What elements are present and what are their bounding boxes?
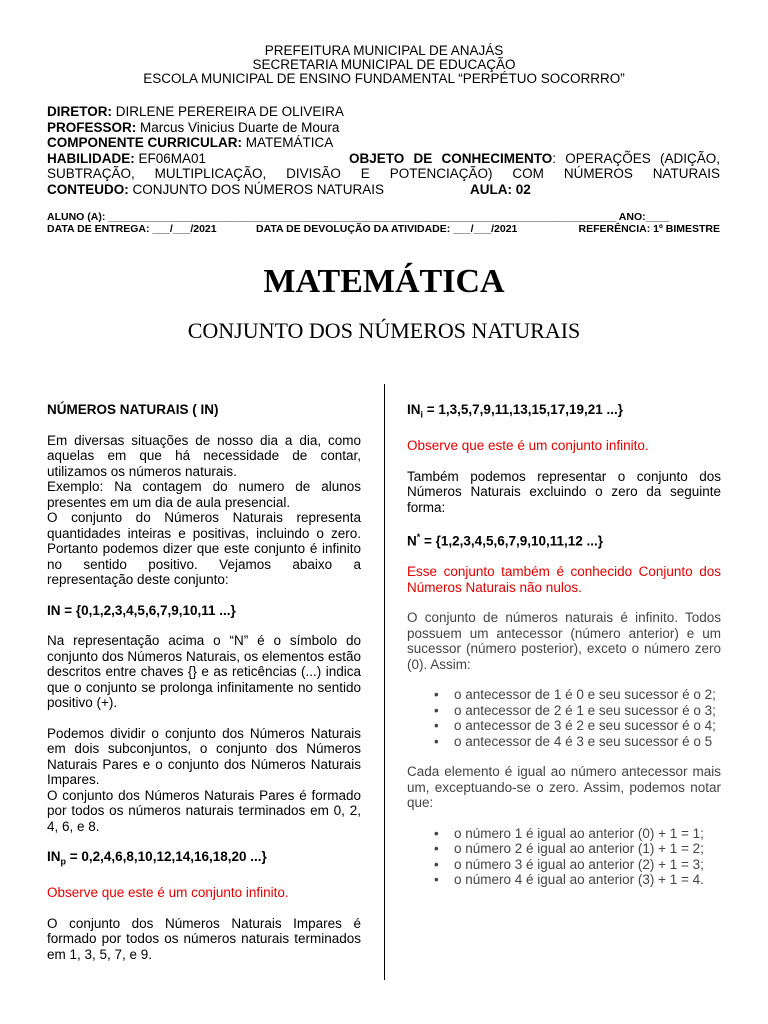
skill-value: EF06MA01 [138, 150, 207, 166]
director-value: DIRLENE PEREREIRA DE OLIVEIRA [115, 104, 344, 119]
paragraph-example: Exemplo: Na contagem do numero de alunos presentes em um dia de aula presencial. [47, 479, 361, 510]
component-value: MATEMÁTICA [245, 135, 334, 150]
paragraph-successor: O conjunto de números naturais é infinito. Todos possuem um antecessor (número anterior) e um sucessor (número posterior), exceto o número zero (0). Assim: [407, 610, 721, 672]
set-odd-sub: i [420, 409, 424, 420]
paragraph-odd: O conjunto dos Números Naturais Impares é formado por todos os números naturais terminados em 1, 3, 5, 7, e 9. [47, 915, 361, 962]
object-value-2: SUBTRAÇÃO, MULTIPLICAÇÃO, DIVISÃO E POTENCIAÇÃO) COM NÚMEROS NATURAIS [47, 166, 720, 181]
list-item: • o número 3 é igual ao anterior (2) + 1 = 3; [454, 857, 721, 873]
set-even-value: = 0,2,4,6,8,10,12,14,16,18,20 ...} [66, 849, 267, 864]
set-nstar-label: N [407, 533, 417, 549]
professor-label: PROFESSOR: [47, 119, 137, 135]
set-even [47, 849, 361, 870]
section-heading: NÚMEROS NATURAIS ( IN) [47, 402, 219, 417]
set-even-sub: p [60, 856, 66, 867]
list-item: • o antecessor de 3 é 2 e seu sucessor é o 4; [454, 718, 721, 734]
dates-line [47, 223, 720, 236]
student-line: ALUNO (A): _______________________________________________________________________________________ ANO:____ [47, 211, 669, 223]
return-date: DATA DE DEVOLUÇÃO DA ATIVIDADE: ___/___/2021 [256, 223, 518, 235]
set-in: IN = {0,1,2,3,4,5,6,7,9,10,11 ...} [47, 602, 236, 618]
reference: REFERÊNCIA: 1º BIMESTRE [578, 223, 720, 235]
page-title: MATEMÁTICA [263, 263, 505, 300]
plus-one-list [407, 826, 721, 888]
right-column [407, 402, 721, 888]
object-first-line [349, 151, 720, 167]
paragraph-even: O conjunto dos Números Naturais Pares é formado por todos os números naturais terminados em 0, 2, 4, 6, e 8. [47, 787, 361, 834]
set-nstar-value: = {1,2,3,4,5,6,7,9,10,11,12 ...} [420, 533, 604, 549]
paragraph-nonzero: Também podemos representar o conjunto dos Números Naturais excluindo o zero da seguinte forma: [407, 468, 721, 515]
content-value: CONJUNTO DOS NÚMEROS NATURAIS [132, 181, 385, 197]
list-item: • o número 1 é igual ao anterior (0) + 1 = 1; [454, 826, 721, 842]
content-row [47, 182, 720, 198]
professor-value: Marcus Vinicius Duarte de Moura [140, 119, 340, 135]
paragraph-plus-one: Cada elemento é igual ao número antecessor mais um, exceptuando-se o zero. Assim, podemos notar que: [407, 764, 721, 811]
set-even-label: IN [47, 849, 61, 864]
list-item: • o número 4 é igual ao anterior (3) + 1 = 4. [454, 872, 721, 888]
object-value-1: : OPERAÇÕES (ADIÇÃO, [552, 150, 720, 166]
observe-note-1: Observe que este é um conjunto infinito. [47, 885, 289, 901]
set-odd [407, 402, 721, 423]
paragraph-definition: O conjunto do Números Naturais representa quantidades inteiras e positivas, incluindo o zero. Portanto podemos dizer que este conjunto é infinito no sentido positivo. Vejamos abaixo a representação deste conjunto: [47, 510, 361, 587]
director-row [47, 104, 720, 120]
set-nstar-sup: * [416, 532, 421, 543]
page-subtitle: CONJUNTO DOS NÚMEROS NATURAIS [187, 318, 581, 343]
skill-row [47, 151, 720, 167]
lesson-number: AULA: 02 [470, 181, 531, 197]
header-line-2: SECRETARIA MUNICIPAL DE EDUCAÇÃO [252, 57, 516, 72]
set-odd-value: = 1,3,5,7,9,11,13,15,17,19,21 ...} [423, 402, 624, 417]
delivery-date: DATA DE ENTREGA: ___/___/2021 [47, 223, 217, 235]
nonzero-note: Esse conjunto também é conhecido Conjunto dos Números Naturais não nulos. [407, 564, 721, 595]
school-header [0, 44, 768, 86]
paragraph-intro: Em diversas situações de nosso dia a dia, como aquelas em que há necessidade de contar, utilizamos os números naturais. [47, 432, 361, 479]
professor-row [47, 120, 720, 136]
column-divider [384, 384, 385, 980]
director-label: DIRETOR: [47, 104, 113, 119]
list-item: • o número 2 é igual ao anterior (1) + 1 = 2; [454, 841, 721, 857]
component-row [47, 135, 720, 151]
successor-list [407, 687, 721, 749]
header-line-1: PREFEITURA MUNICIPAL DE ANAJÁS [264, 43, 504, 58]
list-item: • o antecessor de 4 é 3 e seu sucessor é o 5 [454, 734, 721, 750]
paragraph-symbol: Na representação acima o “N” é o símbolo do conjunto dos Números Naturais, os elementos estão descritos entre chaves {} e as reticências (...) indica que o conjunto se prolonga infinitamente no sentido positivo (+). [47, 633, 361, 710]
paragraph-subsets: Podemos dividir o conjunto dos Números Naturais em dois subconjuntos, o conjunto dos Números Naturais Pares e o conjunto dos Números Naturais Impares. [47, 725, 361, 787]
header-line-3: ESCOLA MUNICIPAL DE ENSINO FUNDAMENTAL “PERPÉTUO SOCORRRO” [143, 71, 625, 86]
set-nstar [407, 530, 721, 549]
component-label: COMPONENTE CURRICULAR: [47, 135, 242, 150]
object-label: OBJETO DE CONHECIMENTO [349, 150, 553, 166]
content-label: CONTEUDO: [47, 181, 129, 197]
left-column [47, 402, 361, 962]
set-odd-label: IN [407, 402, 421, 417]
observe-note-2: Observe que este é um conjunto infinito. [407, 438, 649, 454]
info-block [47, 104, 720, 197]
list-item: • o antecessor de 1 é 0 e seu sucessor é o 2; [454, 687, 721, 703]
skill-label: HABILIDADE: [47, 150, 135, 166]
list-item: • o antecessor de 2 é 1 e seu sucessor é o 3; [454, 703, 721, 719]
